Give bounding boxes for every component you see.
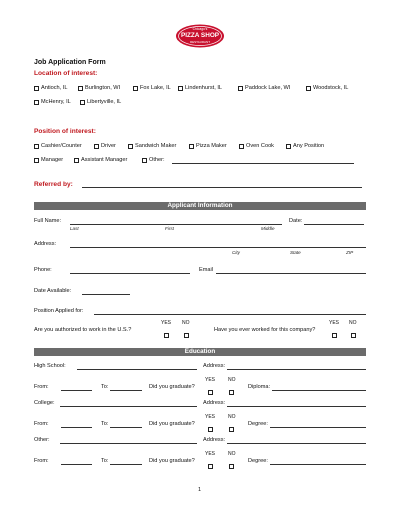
from-label: From: xyxy=(34,384,49,390)
degree-label: Degree: xyxy=(248,458,268,464)
checkbox[interactable] xyxy=(94,144,99,149)
worked-before-no-checkbox[interactable] xyxy=(351,333,356,338)
graduate-yes-checkbox[interactable] xyxy=(208,464,213,469)
yes-header: YES xyxy=(205,377,216,383)
location-row-2 xyxy=(34,99,121,105)
checkbox[interactable] xyxy=(142,158,147,163)
logo-bottom-text: RESTAURANT xyxy=(189,40,211,44)
degree-field[interactable] xyxy=(270,427,366,428)
zip-caption: ZIP xyxy=(346,250,354,255)
position-option[interactable]: Driver xyxy=(94,143,128,149)
no-header: NO xyxy=(349,320,357,326)
graduate-no-checkbox[interactable] xyxy=(229,427,234,432)
position-option[interactable]: Any Position xyxy=(286,143,324,149)
logo-main-text: PIZZA SHOP xyxy=(180,32,220,39)
checkbox[interactable] xyxy=(189,144,194,149)
other-address-field[interactable] xyxy=(227,443,366,444)
checkbox[interactable] xyxy=(74,158,79,163)
high-school-address-field[interactable] xyxy=(227,369,366,370)
to-field[interactable] xyxy=(110,464,142,465)
position-row-1 xyxy=(34,143,324,149)
graduate-no-checkbox[interactable] xyxy=(229,390,234,395)
checkbox[interactable] xyxy=(34,86,39,91)
applicant-section-header: Applicant Information xyxy=(34,202,366,210)
phone-label: Phone: xyxy=(34,267,52,273)
address-field[interactable] xyxy=(70,247,366,248)
location-option[interactable]: Antioch, IL xyxy=(34,85,78,91)
address-label: Address: xyxy=(203,437,226,443)
checkbox[interactable] xyxy=(178,86,183,91)
graduate-yes-checkbox[interactable] xyxy=(208,390,213,395)
location-heading: Location of interest: xyxy=(34,70,98,77)
location-option[interactable]: Fox Lake, IL xyxy=(133,85,178,91)
checkbox[interactable] xyxy=(128,144,133,149)
checkbox[interactable] xyxy=(80,100,85,105)
position-option[interactable]: Other: xyxy=(142,157,165,163)
state-caption: State xyxy=(290,250,301,255)
referred-label: Referred by: xyxy=(34,181,73,188)
degree-label: Degree: xyxy=(248,421,268,427)
page-number: 1 xyxy=(198,487,202,493)
no-header: NO xyxy=(228,377,236,383)
other-school-field[interactable] xyxy=(60,443,197,444)
checkbox[interactable] xyxy=(34,144,39,149)
no-header: NO xyxy=(228,414,236,420)
worked-before-question: Have you ever worked for this company? xyxy=(214,327,316,333)
city-caption: City xyxy=(232,250,240,255)
graduate-question: Did you graduate? xyxy=(149,384,195,390)
from-label: From: xyxy=(34,421,49,427)
yes-header: YES xyxy=(205,451,216,457)
date-field[interactable] xyxy=(304,224,364,225)
from-label: From: xyxy=(34,458,49,464)
middle-caption: Middle xyxy=(261,226,275,231)
location-option[interactable]: Paddock Lake, WI xyxy=(238,85,306,91)
high-school-field[interactable] xyxy=(77,369,197,370)
yes-header: YES xyxy=(161,320,172,326)
to-label: To: xyxy=(101,421,109,427)
checkbox[interactable] xyxy=(78,86,83,91)
no-header: NO xyxy=(228,451,236,457)
location-option[interactable]: Woodstock, IL xyxy=(306,85,348,91)
college-address-field[interactable] xyxy=(227,406,366,407)
no-header: NO xyxy=(182,320,190,326)
checkbox[interactable] xyxy=(286,144,291,149)
from-field[interactable] xyxy=(61,390,92,391)
address-label: Address: xyxy=(203,363,226,369)
checkbox[interactable] xyxy=(306,86,311,91)
position-option[interactable]: Sandwich Maker xyxy=(128,143,189,149)
to-label: To: xyxy=(101,458,109,464)
logo xyxy=(175,24,225,48)
checkbox[interactable] xyxy=(34,100,39,105)
checkbox[interactable] xyxy=(239,144,244,149)
location-option[interactable]: Burlington, WI xyxy=(78,85,133,91)
high-school-label: High School: xyxy=(34,363,66,369)
checkbox[interactable] xyxy=(133,86,138,91)
other-label: Other: xyxy=(34,437,50,443)
position-row-2 xyxy=(34,157,165,163)
graduate-no-checkbox[interactable] xyxy=(229,464,234,469)
position-option[interactable]: Cashier/Counter xyxy=(34,143,94,149)
from-field[interactable] xyxy=(61,464,92,465)
phone-field[interactable] xyxy=(70,273,190,274)
location-row-1 xyxy=(34,85,348,91)
full-name-label: Full Name: xyxy=(34,218,62,224)
logo-top-text: Chicago's xyxy=(192,27,208,31)
graduate-question: Did you graduate? xyxy=(149,458,195,464)
position-option[interactable]: Oven Cook xyxy=(239,143,286,149)
authorized-no-checkbox[interactable] xyxy=(184,333,189,338)
email-label: Email xyxy=(199,267,213,273)
position-other-field[interactable] xyxy=(172,163,354,164)
date-available-label: Date Available: xyxy=(34,288,72,294)
position-heading: Position of interest: xyxy=(34,128,96,135)
position-option[interactable]: Assistant Manager xyxy=(74,157,142,163)
worked-before-yes-checkbox[interactable] xyxy=(332,333,337,338)
position-applied-label: Position Applied for: xyxy=(34,308,84,314)
location-option[interactable]: Lindenhurst, IL xyxy=(178,85,238,91)
location-option[interactable]: McHenry, IL xyxy=(34,99,80,105)
college-label: College: xyxy=(34,400,55,406)
to-field[interactable] xyxy=(110,390,142,391)
diploma-field[interactable] xyxy=(272,390,366,391)
email-field[interactable] xyxy=(216,273,366,274)
yes-header: YES xyxy=(205,414,216,420)
yes-header: YES xyxy=(329,320,340,326)
to-field[interactable] xyxy=(110,427,142,428)
graduate-yes-checkbox[interactable] xyxy=(208,427,213,432)
date-available-field[interactable] xyxy=(82,294,130,295)
position-applied-field[interactable] xyxy=(94,314,366,315)
date-label: Date: xyxy=(289,218,303,224)
diploma-label: Diploma: xyxy=(248,384,271,390)
form-title: Job Application Form xyxy=(34,59,106,66)
graduate-question: Did you graduate? xyxy=(149,421,195,427)
position-option[interactable]: Pizza Maker xyxy=(189,143,239,149)
address-label: Address: xyxy=(203,400,226,406)
checkbox[interactable] xyxy=(34,158,39,163)
location-option[interactable]: Libertyville, IL xyxy=(80,99,121,105)
authorized-yes-checkbox[interactable] xyxy=(164,333,169,338)
authorized-question: Are you authorized to work in the U.S.? xyxy=(34,327,132,333)
checkbox[interactable] xyxy=(238,86,243,91)
from-field[interactable] xyxy=(61,427,92,428)
education-section-header: Education xyxy=(34,348,366,356)
full-name-field[interactable] xyxy=(70,224,282,225)
referred-field[interactable] xyxy=(82,187,362,188)
address-label: Address: xyxy=(34,241,57,247)
college-field[interactable] xyxy=(60,406,197,407)
last-caption: Last xyxy=(70,226,79,231)
first-caption: First xyxy=(165,226,174,231)
degree-field[interactable] xyxy=(270,464,366,465)
position-option[interactable]: Manager xyxy=(34,157,74,163)
to-label: To: xyxy=(101,384,109,390)
